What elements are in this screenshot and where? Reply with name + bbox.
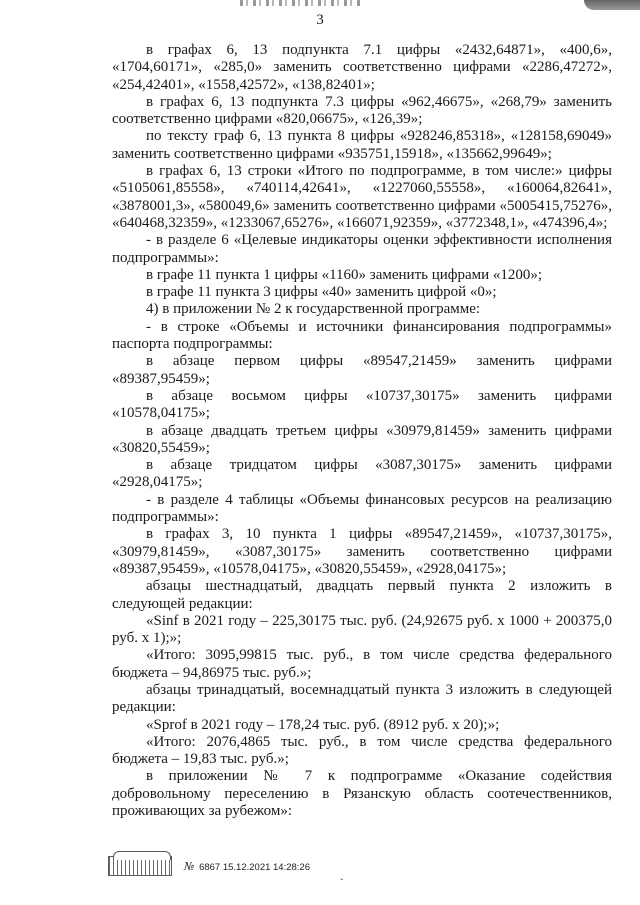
paragraph: абзацы тринадцатый, восемнадцатый пункта 3 изложить в следующей редакции: bbox=[112, 681, 612, 716]
paragraph: «Итого: 3095,99815 тыс. руб., в том числе средства федерального бюджета – 94,86975 тыс. руб.»; bbox=[112, 647, 612, 681]
stamp-number-sign: № bbox=[184, 860, 195, 873]
paragraph: в графах 6, 13 подпункта 7.1 цифры «2432,64871», «400,6», «1704,60171», «285,0» заменить соответственно цифрами «2286,47272», «254,42401», «1558,42572», «138,82401»; bbox=[112, 42, 612, 93]
check-mark-icon: ˇ bbox=[340, 878, 344, 889]
paragraph: в абзаце тридцатом цифры «3087,30175» заменить цифрами «2928,04175»; bbox=[112, 457, 612, 491]
paragraph: в графах 6, 13 строки «Итого по подпрограмме, в том числе:» цифры «5105061,85558», «740114,42641», «1227060,55558», «160064,82641», «3878001,3», «580049,6» заменить соответственно цифрами «5005415,75276», «640468,32359», «1233067,65276», «166071,92359», «3772348,1», «474396,4»; bbox=[112, 163, 612, 231]
paragraph: - в разделе 6 «Целевые индикаторы оценки эффективности исполнения подпрограммы»: bbox=[112, 232, 612, 266]
registration-stamp bbox=[108, 854, 310, 876]
paragraph: в абзаце двадцать третьем цифры «30979,81459» заменить цифрами «30820,55459»; bbox=[112, 422, 612, 456]
paragraph: абзацы шестнадцатый, двадцать первый пункта 2 изложить в следующей редакции: bbox=[112, 578, 612, 612]
stamp-text: 6867 15.12.2021 14:28:26 bbox=[199, 862, 311, 873]
paragraph: в приложении № 7 к подпрограмме «Оказание содействия добровольному переселению в Рязанскую область соотечественников, проживающих за рубежом»: bbox=[112, 768, 612, 820]
corner-scan-mark bbox=[584, 0, 640, 10]
paragraph: «Итого: 2076,4865 тыс. руб., в том числе средства федерального бюджета – 19,83 тыс. руб.»; bbox=[112, 733, 612, 768]
paragraph: «Sprof в 2021 году – 178,24 тыс. руб. (8912 руб. x 20);»; bbox=[146, 716, 500, 733]
paragraph: - в разделе 4 таблицы «Объемы финансовых ресурсов на реализацию подпрограммы»: bbox=[112, 491, 612, 526]
paragraph: в графе 11 пункта 1 цифры «1160» заменить цифрами «1200»; bbox=[146, 266, 543, 283]
document-body bbox=[112, 42, 612, 820]
paragraph: по тексту граф 6, 13 пункта 8 цифры «928246,85318», «128158,69049» заменить соответственно цифрами «935751,15918», «135662,99649»; bbox=[112, 128, 612, 162]
building-seal-icon bbox=[108, 856, 172, 876]
paragraph: «Sinf в 2021 году – 225,30175 тыс. руб. (24,92675 руб. x 1000 + 200375,0 руб. x 1);»; bbox=[112, 612, 612, 647]
scan-artifact bbox=[240, 0, 360, 6]
page-number: 3 bbox=[316, 12, 324, 28]
paragraph: 4) в приложении № 2 к государственной программе: bbox=[146, 301, 481, 318]
paragraph: - в строке «Объемы и источники финансирования подпрограммы» паспорта подпрограммы: bbox=[112, 318, 612, 353]
paragraph: в графах 6, 13 подпункта 7.3 цифры «962,46675», «268,79» заменить соответственно цифрами «820,06675», «126,39»; bbox=[112, 93, 612, 128]
paragraph: в абзаце первом цифры «89547,21459» заменить цифрами «89387,95459»; bbox=[112, 353, 612, 387]
stamp-text-block bbox=[184, 860, 310, 873]
paragraph: в абзаце восьмом цифры «10737,30175» заменить цифрами «10578,04175»; bbox=[112, 387, 612, 422]
paragraph: в графах 3, 10 пункта 1 цифры «89547,21459», «10737,30175», «30979,81459», «3087,30175» заменить соответственно цифрами «89387,95459», «10578,04175», «30820,55459», «2928,04175»; bbox=[112, 526, 612, 577]
paragraph: в графе 11 пункта 3 цифры «40» заменить цифрой «0»; bbox=[146, 284, 497, 301]
